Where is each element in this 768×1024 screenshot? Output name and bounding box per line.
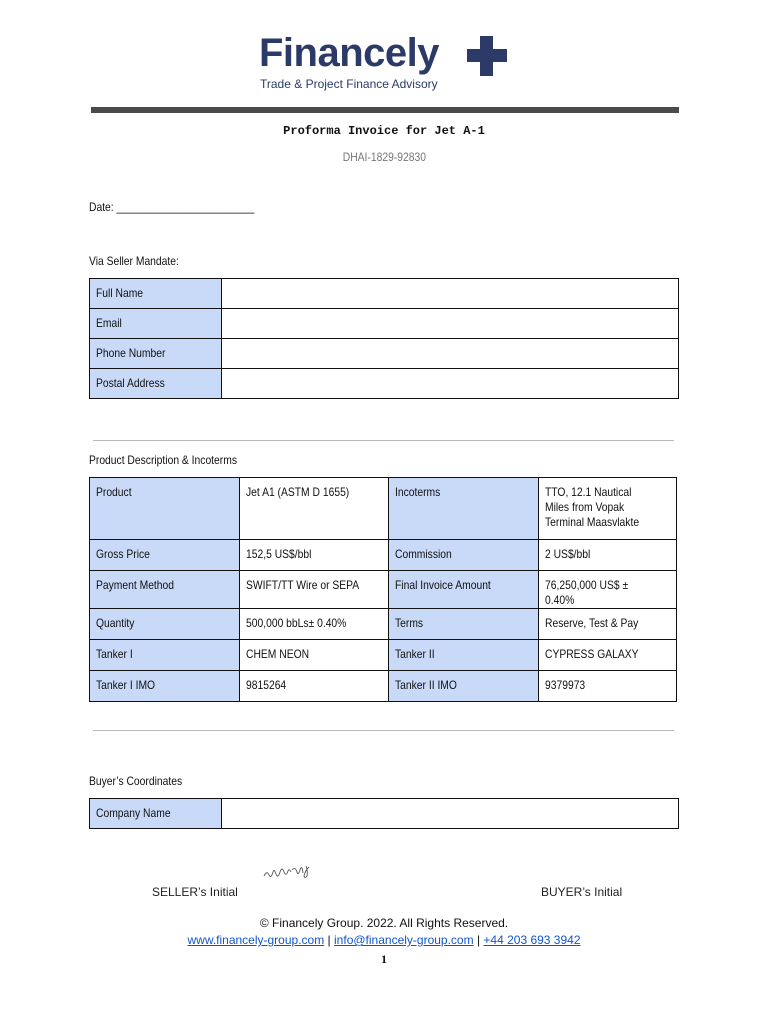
product-label <box>389 671 539 702</box>
footer-copyright: © Financely Group. 2022. All Rights Reserved. <box>259 916 509 930</box>
product-label <box>90 478 240 540</box>
email-link[interactable]: info@financely-group.com <box>334 933 474 947</box>
table-row <box>90 369 679 399</box>
product-label-text: Quantity <box>96 616 135 630</box>
section-divider <box>93 440 674 441</box>
product-value-text: Jet A1 (ASTM D 1655) <box>246 485 350 499</box>
product-value-text: 152,5 US$/bbl <box>246 547 312 561</box>
product-value <box>539 640 677 671</box>
product-label-text: Payment Method <box>96 578 175 592</box>
seller-field-label <box>90 369 222 399</box>
product-label <box>389 609 539 640</box>
product-value <box>539 540 677 571</box>
footer-contacts <box>0 933 768 947</box>
product-label <box>389 571 539 609</box>
phone-link[interactable]: +44 203 693 3942 <box>483 933 581 947</box>
product-value-text: 2 US$/bbl <box>545 547 591 561</box>
seller-field-label <box>90 309 222 339</box>
product-value <box>240 478 389 540</box>
product-label-text: Final Invoice Amount <box>395 578 491 592</box>
seller-field-label-text: Email <box>96 316 122 330</box>
product-value-text: SWIFT/TT Wire or SEPA <box>246 578 360 592</box>
product-value-text: CYPRESS GALAXY <box>545 647 639 661</box>
buyer-section-heading: Buyer’s Coordinates <box>89 774 183 788</box>
product-value-text: 500,000 bbLs± 0.40% <box>246 616 347 630</box>
date-field: Date: ________________________ <box>89 200 255 214</box>
table-row <box>90 478 677 540</box>
seller-field-label-text: Full Name <box>96 286 144 300</box>
seller-table <box>89 278 679 399</box>
seller-field-value <box>222 279 679 309</box>
buyer-field-label <box>90 799 222 829</box>
product-label-text: Tanker II <box>395 647 435 661</box>
product-label-text: Tanker I IMO <box>96 678 156 692</box>
product-value <box>240 640 389 671</box>
product-value <box>240 540 389 571</box>
product-label-text: Gross Price <box>96 547 150 561</box>
product-label-text: Terms <box>395 616 424 630</box>
product-value <box>539 609 677 640</box>
footer-separator: | <box>473 933 484 947</box>
product-label <box>90 640 240 671</box>
product-section-heading: Product Description & Incoterms <box>89 453 237 467</box>
document-reference: DHAI-1829-92830 <box>342 150 426 164</box>
product-value-text: TTO, 12.1 Nautical Miles from Vopak Terminal Maasvlakte <box>545 485 640 529</box>
seller-field-value <box>222 339 679 369</box>
seller-field-label <box>90 279 222 309</box>
plus-icon <box>467 36 507 76</box>
product-label-text: Tanker II IMO <box>395 678 457 692</box>
product-value <box>240 671 389 702</box>
table-row <box>90 671 677 702</box>
table-row <box>90 609 677 640</box>
buyer-table <box>89 798 679 829</box>
product-value-text: Reserve, Test & Pay <box>545 616 639 630</box>
document-title: Proforma Invoice for Jet A-1 <box>283 124 485 138</box>
page-number: 1 <box>381 952 387 966</box>
buyer-initial-label: BUYER’s Initial <box>541 885 623 899</box>
buyer-field-label-text: Company Name <box>96 806 171 820</box>
footer-separator: | <box>324 933 335 947</box>
seller-field-label-text: Phone Number <box>96 346 166 360</box>
product-label <box>389 540 539 571</box>
product-label <box>389 640 539 671</box>
table-row <box>90 339 679 369</box>
logo-tagline: Trade & Project Finance Advisory <box>260 77 438 91</box>
seller-field-value <box>222 309 679 339</box>
seller-field-label-text: Postal Address <box>96 376 165 390</box>
logo-wordmark: Financely <box>259 31 440 75</box>
table-row <box>90 799 679 829</box>
product-value <box>539 571 677 609</box>
product-value <box>539 478 677 540</box>
header-divider <box>91 107 679 113</box>
product-value <box>539 671 677 702</box>
product-label-text: Commission <box>395 547 452 561</box>
seller-section-heading: Via Seller Mandate: <box>89 254 179 268</box>
section-divider <box>93 730 674 731</box>
buyer-field-value <box>222 799 679 829</box>
product-label <box>389 478 539 540</box>
table-row <box>90 540 677 571</box>
product-label-text: Incoterms <box>395 485 441 499</box>
product-label-text: Product <box>96 485 132 499</box>
product-label <box>90 571 240 609</box>
seller-field-label <box>90 339 222 369</box>
product-label <box>90 671 240 702</box>
product-label <box>90 540 240 571</box>
product-value-text: 9815264 <box>246 678 287 692</box>
table-row <box>90 640 677 671</box>
product-value-text: 9379973 <box>545 678 586 692</box>
website-link[interactable]: www.financely-group.com <box>187 933 325 947</box>
product-table <box>89 477 677 702</box>
table-row <box>90 309 679 339</box>
seller-signature <box>262 862 322 884</box>
seller-field-value <box>222 369 679 399</box>
seller-initial-label: SELLER’s Initial <box>152 885 238 899</box>
product-value-text: 76,250,000 US$ ± 0.40% <box>545 578 629 607</box>
table-row <box>90 571 677 609</box>
table-row <box>90 279 679 309</box>
company-logo <box>259 30 519 94</box>
product-value <box>240 609 389 640</box>
product-value <box>240 571 389 609</box>
product-value-text: CHEM NEON <box>246 647 310 661</box>
product-label <box>90 609 240 640</box>
product-label-text: Tanker I <box>96 647 133 661</box>
